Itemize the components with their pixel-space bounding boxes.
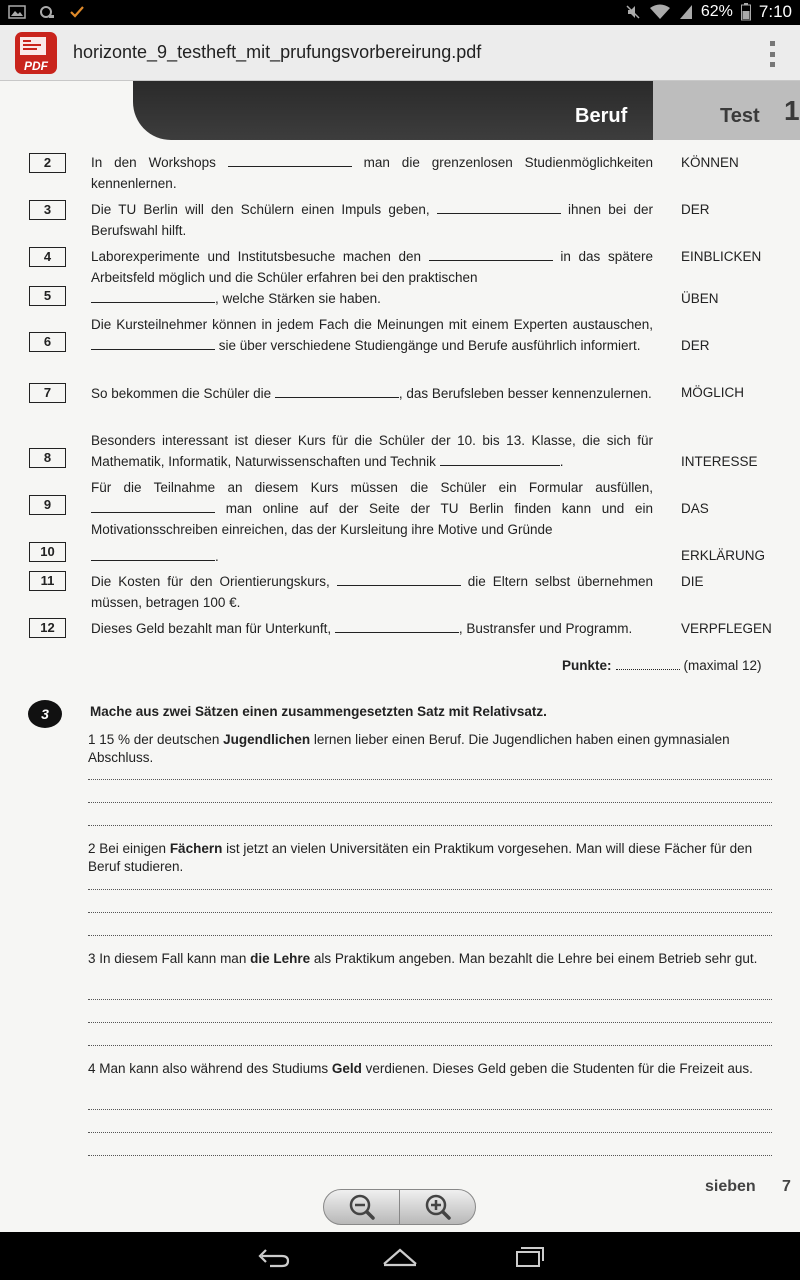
- section-title: Beruf: [575, 105, 628, 127]
- item-number: 3: [29, 200, 66, 220]
- item-number: 4: [29, 247, 66, 267]
- wifi-icon: [649, 4, 671, 20]
- item-text: Dieses Geld bezahlt man für Unterkunft, , Bustransfer und Programm.: [91, 621, 633, 636]
- hint-word: KÖNNEN: [681, 155, 739, 170]
- answer-line[interactable]: [88, 935, 772, 936]
- item-number: 10: [29, 542, 66, 562]
- notification-icon: [38, 4, 56, 20]
- overflow-dot-icon: [770, 41, 775, 46]
- hint-word: ÜBEN: [681, 291, 719, 306]
- zoom-out-icon: [348, 1193, 376, 1221]
- answer-line[interactable]: [88, 1022, 772, 1023]
- item-text: .: [91, 546, 653, 567]
- overflow-dot-icon: [770, 52, 775, 57]
- item-text: Die Kursteilnehmer können in jedem Fach die Meinungen mit einem Experten austauschen, sie über verschiedene Studiengänge und Berufe ausführlich informiert.: [91, 317, 653, 353]
- status-bar: [0, 0, 800, 25]
- item-text: So bekommen die Schüler die , das Berufsleben besser kennenzulernen.: [91, 386, 652, 401]
- gallery-icon: [8, 4, 26, 20]
- battery-percent: 62%: [700, 3, 733, 20]
- answer-line[interactable]: [88, 1155, 772, 1156]
- answer-line[interactable]: [88, 1132, 772, 1133]
- answer-blank[interactable]: [91, 551, 215, 561]
- item-text: Die TU Berlin will den Schülern einen Impuls geben, ihnen bei der Berufswahl hilft.: [91, 202, 653, 238]
- item-text: , welche Stärken sie haben.: [91, 288, 653, 309]
- svg-text:PDF: PDF: [24, 59, 48, 73]
- checkmark-icon: [68, 4, 86, 20]
- item-number: 5: [29, 286, 66, 306]
- document-title: horizonte_9_testheft_mit_prufungsvorbereirung.pdf: [73, 42, 482, 62]
- zoom-out-button[interactable]: [324, 1190, 399, 1224]
- answer-blank[interactable]: [335, 623, 459, 633]
- exercise-number: 3: [28, 700, 62, 728]
- home-icon: [380, 1244, 420, 1268]
- hint-word: ERKLÄRUNG: [681, 548, 766, 563]
- app-bar: [0, 25, 800, 81]
- item-number: 12: [29, 618, 66, 638]
- answer-line[interactable]: [88, 825, 772, 826]
- item-text: Besonders interessant ist dieser Kurs für die Schüler der 10. bis 13. Klasse, die sich für Mathematik, Informatik, Naturwissenschaften und Technik .: [91, 433, 653, 469]
- hint-word: MÖGLICH: [681, 385, 745, 400]
- item-number: 2: [29, 153, 66, 173]
- question: 4 Man kann also während des Studiums Geld verdienen. Dieses Geld geben die Studenten für die Freizeit aus.: [88, 1061, 753, 1076]
- hint-word: DER: [681, 338, 710, 353]
- overflow-menu-button[interactable]: [768, 41, 776, 67]
- zoom-in-button[interactable]: [400, 1190, 475, 1224]
- recent-apps-icon: [509, 1244, 549, 1268]
- item-number: 7: [29, 383, 66, 403]
- answer-line[interactable]: [88, 1045, 772, 1046]
- zoom-controls: [323, 1189, 476, 1225]
- answer-blank[interactable]: [337, 576, 461, 586]
- points-field[interactable]: [616, 669, 680, 670]
- answer-line[interactable]: [88, 999, 772, 1000]
- pdf-page[interactable]: [0, 81, 800, 1232]
- answer-blank[interactable]: [228, 157, 352, 167]
- test-number: 1: [784, 95, 800, 126]
- overflow-dot-icon: [770, 62, 775, 67]
- hint-word: DER: [681, 202, 710, 217]
- answer-blank[interactable]: [91, 340, 215, 350]
- signal-icon: [679, 4, 693, 20]
- item-number: 6: [29, 332, 66, 352]
- back-button[interactable]: [248, 1240, 296, 1272]
- recent-apps-button[interactable]: [505, 1240, 553, 1272]
- points-line: Punkte: (maximal 12): [562, 658, 762, 673]
- answer-line[interactable]: [88, 912, 772, 913]
- answer-blank[interactable]: [275, 388, 399, 398]
- answer-blank[interactable]: [440, 456, 560, 466]
- item-text: Die Kosten für den Orientierungskurs, die Eltern selbst übernehmen müssen, betragen 100 €.: [91, 574, 653, 610]
- answer-line[interactable]: [88, 1109, 772, 1110]
- question: 2 Bei einigen Fächern ist jetzt an vielen Universitäten ein Praktikum vorgesehen. Man will diese Fächer für den Beruf studieren.: [88, 841, 753, 874]
- answer-blank[interactable]: [429, 251, 553, 261]
- answer-line[interactable]: [88, 802, 772, 803]
- exercise-title: Mache aus zwei Sätzen einen zusammengesetzten Satz mit Relativsatz.: [90, 704, 547, 719]
- question: 3 In diesem Fall kann man die Lehre als Praktikum angeben. Man bezahlt die Lehre bei einem Betrieb sehr gut.: [88, 951, 758, 966]
- item-text: In den Workshops man die grenzenlosen Studienmöglichkeiten kennenlernen.: [91, 155, 653, 191]
- answer-line[interactable]: [88, 889, 772, 890]
- item-number: 9: [29, 495, 66, 515]
- page-number-word: sieben: [705, 1178, 756, 1195]
- hint-word: INTERESSE: [681, 454, 758, 469]
- item-text: Laborexperimente und Institutsbesuche machen den in das spätere Arbeitsfeld möglich und die Schüler erfahren bei den praktischen: [91, 249, 653, 285]
- test-label: Test: [720, 105, 760, 127]
- mute-icon: [625, 4, 641, 20]
- home-button[interactable]: [376, 1240, 424, 1272]
- page-number: 7: [782, 1178, 791, 1195]
- question: 1 15 % der deutschen Jugendlichen lernen lieber einen Beruf. Die Jugendlichen haben einen gymnasialen Abschluss.: [88, 732, 730, 765]
- hint-word: DIE: [681, 574, 704, 589]
- clock: 7:10: [758, 2, 792, 21]
- navigation-bar: [0, 1232, 800, 1280]
- hint-word: EINBLICKEN: [681, 249, 762, 264]
- hint-word: VERPFLEGEN: [681, 621, 772, 636]
- answer-blank[interactable]: [91, 293, 215, 303]
- answer-line[interactable]: [88, 779, 772, 780]
- item-number: 8: [29, 448, 66, 468]
- battery-icon: [741, 3, 751, 21]
- answer-blank[interactable]: [437, 204, 561, 214]
- back-icon: [252, 1244, 292, 1268]
- item-number: 11: [29, 571, 66, 591]
- pdf-app-icon[interactable]: [14, 31, 58, 75]
- item-text: Für die Teilnahme an diesem Kurs müssen die Schüler ein Formular ausfüllen, man online auf der Seite der TU Berlin finden kann und ein Motivationsschreiben einreichen, das der Kursleitung ihre Motive und Gründe: [91, 480, 653, 537]
- answer-blank[interactable]: [91, 503, 215, 513]
- hint-word: DAS: [681, 501, 709, 516]
- zoom-in-icon: [424, 1193, 452, 1221]
